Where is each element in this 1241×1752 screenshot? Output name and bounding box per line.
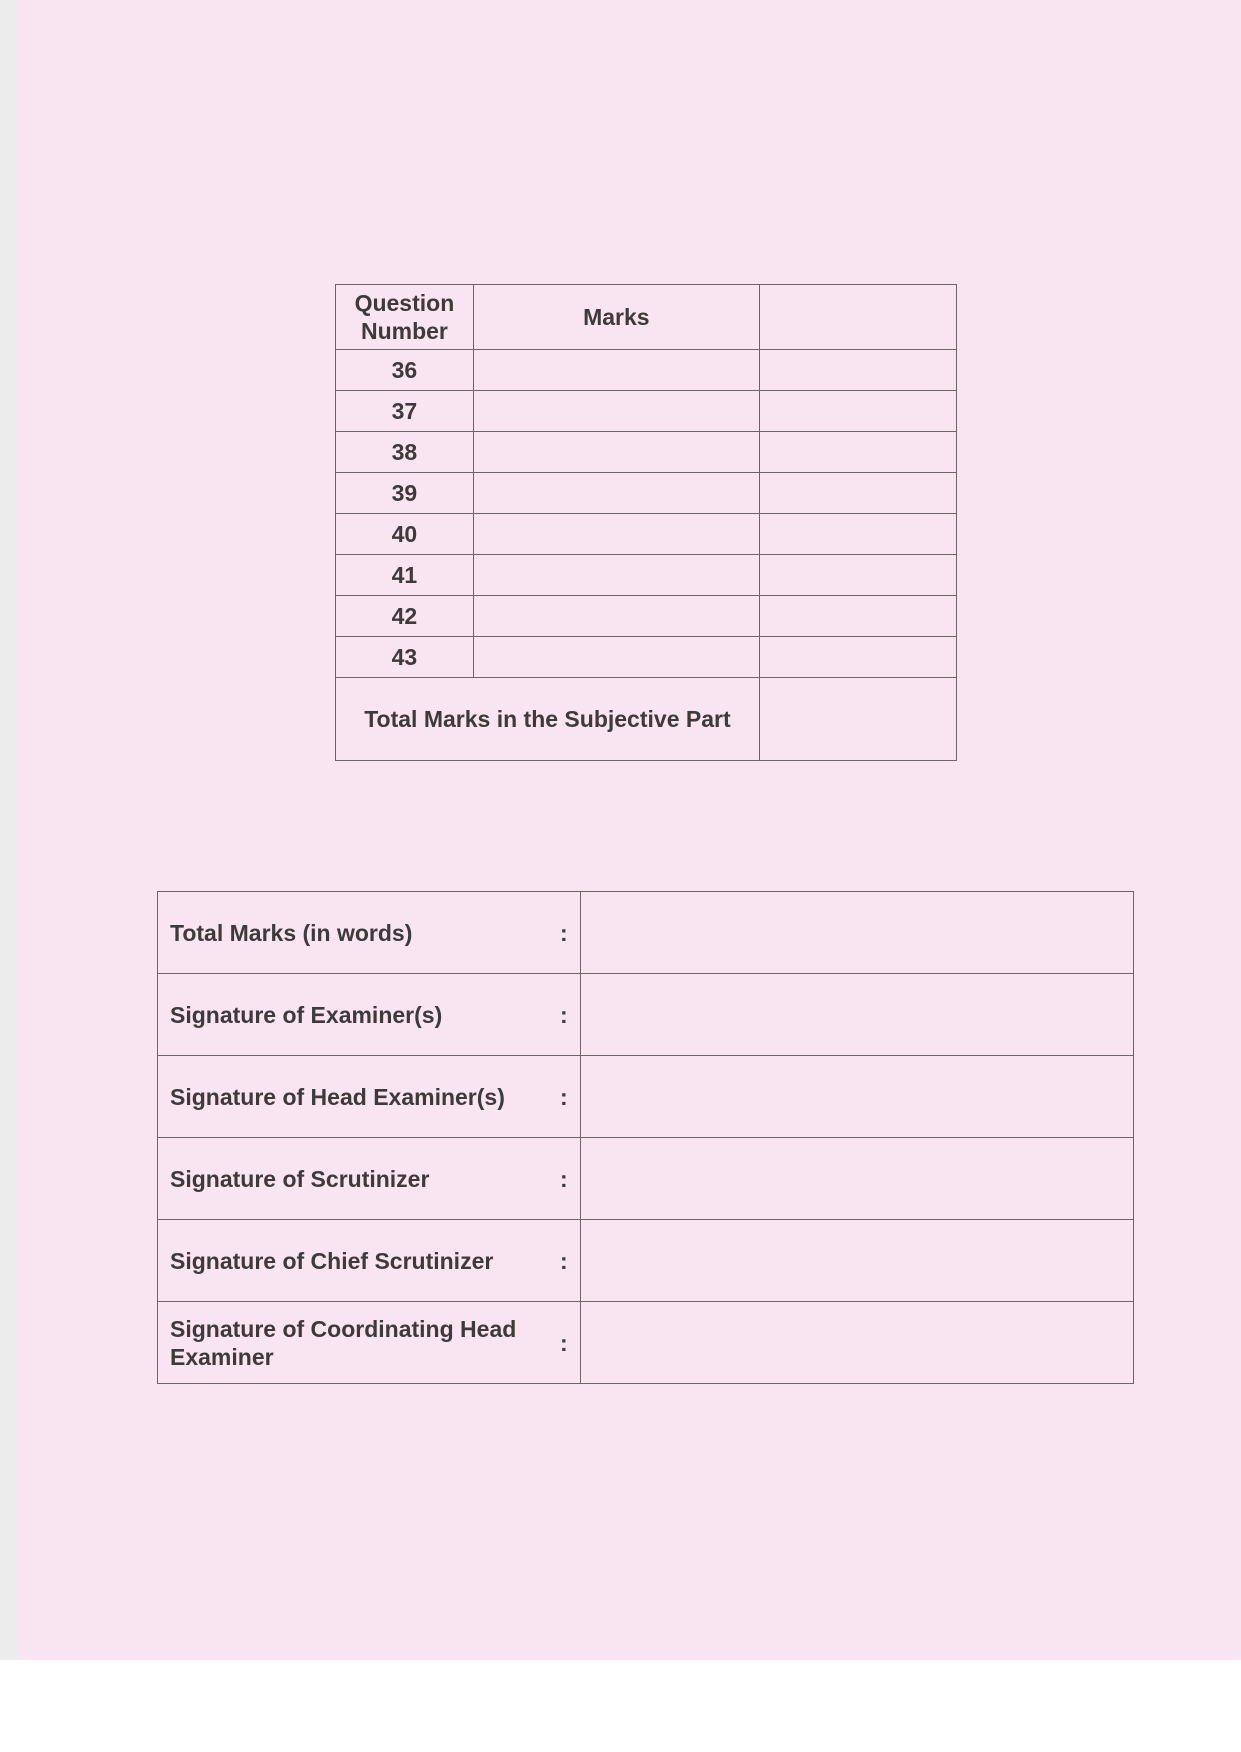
extra-cell[interactable] bbox=[759, 555, 956, 596]
question-number-cell: 40 bbox=[336, 514, 474, 555]
question-number-cell: 41 bbox=[336, 555, 474, 596]
signature-row bbox=[158, 1056, 1134, 1138]
question-number-header: Question Number bbox=[336, 285, 474, 350]
signature-row bbox=[158, 1220, 1134, 1302]
marks-cell[interactable] bbox=[473, 473, 759, 514]
extra-cell[interactable] bbox=[759, 596, 956, 637]
coordinating-head-examiner-signature-label: Signature of Coordinating Head Examiner bbox=[170, 1315, 517, 1370]
marks-table bbox=[335, 284, 957, 761]
signature-label-cell bbox=[158, 892, 581, 974]
colon: : bbox=[560, 1329, 568, 1356]
marks-cell[interactable] bbox=[473, 432, 759, 473]
signatures-table bbox=[157, 891, 1134, 1384]
total-marks-words-label: Total Marks (in words) bbox=[170, 919, 413, 946]
total-row bbox=[336, 678, 957, 761]
marks-table-header bbox=[336, 285, 957, 350]
chief-scrutinizer-signature-label: Signature of Chief Scrutinizer bbox=[170, 1247, 494, 1274]
coordinating-head-examiner-signature-field[interactable] bbox=[580, 1302, 1133, 1384]
signature-label-cell bbox=[158, 974, 581, 1056]
colon: : bbox=[560, 1083, 568, 1110]
head-examiner-signature-field[interactable] bbox=[580, 1056, 1133, 1138]
extra-cell[interactable] bbox=[759, 350, 956, 391]
question-number-cell: 37 bbox=[336, 391, 474, 432]
question-number-cell: 43 bbox=[336, 637, 474, 678]
question-number-cell: 42 bbox=[336, 596, 474, 637]
question-number-cell: 36 bbox=[336, 350, 474, 391]
marks-cell[interactable] bbox=[473, 637, 759, 678]
table-row bbox=[336, 473, 957, 514]
signature-label-cell bbox=[158, 1138, 581, 1220]
table-row bbox=[336, 637, 957, 678]
signature-row bbox=[158, 892, 1134, 974]
marks-cell[interactable] bbox=[473, 514, 759, 555]
question-number-cell: 39 bbox=[336, 473, 474, 514]
extra-header bbox=[759, 285, 956, 350]
question-number-cell: 38 bbox=[336, 432, 474, 473]
scrutinizer-signature-label: Signature of Scrutinizer bbox=[170, 1165, 430, 1192]
extra-cell[interactable] bbox=[759, 391, 956, 432]
table-row bbox=[336, 391, 957, 432]
scrutinizer-signature-field[interactable] bbox=[580, 1138, 1133, 1220]
signature-row bbox=[158, 974, 1134, 1056]
extra-cell[interactable] bbox=[759, 637, 956, 678]
extra-cell[interactable] bbox=[759, 473, 956, 514]
table-row bbox=[336, 514, 957, 555]
chief-scrutinizer-signature-field[interactable] bbox=[580, 1220, 1133, 1302]
marks-cell[interactable] bbox=[473, 391, 759, 432]
marks-cell[interactable] bbox=[473, 596, 759, 637]
marks-cell[interactable] bbox=[473, 350, 759, 391]
head-examiner-signature-label: Signature of Head Examiner(s) bbox=[170, 1083, 505, 1110]
total-marks-label: Total Marks in the Subjective Part bbox=[336, 678, 760, 761]
examiner-signature-field[interactable] bbox=[580, 974, 1133, 1056]
total-marks-words-field[interactable] bbox=[580, 892, 1133, 974]
table-row bbox=[336, 555, 957, 596]
table-row bbox=[336, 432, 957, 473]
signature-label-cell bbox=[158, 1056, 581, 1138]
signature-label-cell bbox=[158, 1220, 581, 1302]
colon: : bbox=[560, 1001, 568, 1028]
examiner-signature-label: Signature of Examiner(s) bbox=[170, 1001, 443, 1028]
colon: : bbox=[560, 1165, 568, 1192]
signature-label-cell bbox=[158, 1302, 581, 1384]
signature-row bbox=[158, 1138, 1134, 1220]
colon: : bbox=[560, 1247, 568, 1274]
table-row bbox=[336, 596, 957, 637]
total-marks-value[interactable] bbox=[759, 678, 956, 761]
table-row bbox=[336, 350, 957, 391]
extra-cell[interactable] bbox=[759, 432, 956, 473]
marks-cell[interactable] bbox=[473, 555, 759, 596]
marks-header: Marks bbox=[473, 285, 759, 350]
answer-sheet-page bbox=[18, 0, 1241, 1660]
signature-row bbox=[158, 1302, 1134, 1384]
extra-cell[interactable] bbox=[759, 514, 956, 555]
colon: : bbox=[560, 919, 568, 946]
